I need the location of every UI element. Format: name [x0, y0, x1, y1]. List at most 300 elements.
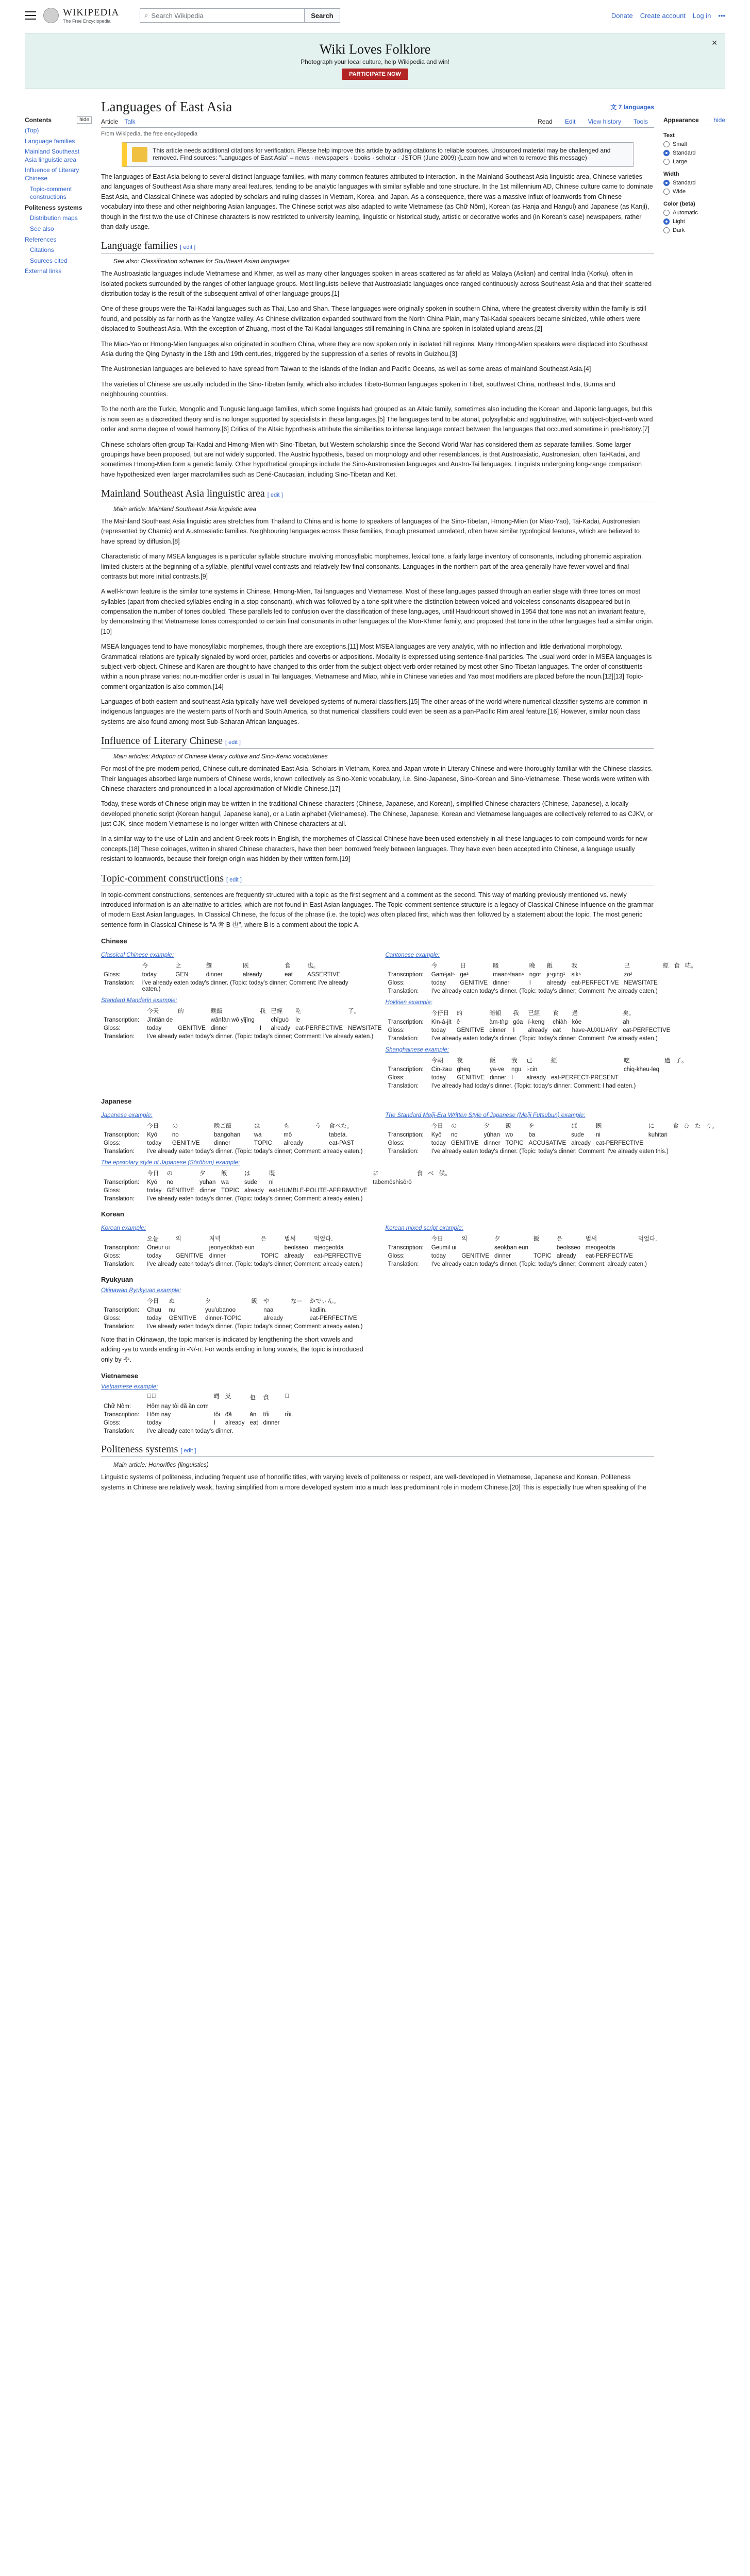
translation-row: [101, 1323, 365, 1331]
gloss-cell: NEWSITATE: [348, 1025, 382, 1031]
translation-row: [386, 1082, 690, 1090]
gloss-table: [386, 1233, 660, 1268]
tab-talk[interactable]: Talk: [124, 118, 136, 125]
gloss-cell: dinner: [209, 1253, 226, 1259]
radio-selected-icon: [663, 218, 670, 225]
gloss-cell: [288, 1314, 307, 1323]
gloss-cell: を: [528, 1123, 535, 1129]
gloss-cell: maan⁵faan⁶: [493, 972, 524, 978]
gloss-cell: ji⁵ging¹: [546, 972, 565, 978]
section-heading: Politeness systems [ edit ]: [101, 1444, 654, 1457]
search-input[interactable]: ⌕ Search Wikipedia: [140, 8, 305, 23]
gloss-cell: today: [431, 1140, 446, 1146]
okinawan-note: Note that in Okinawan, the topic marker is indicated by lengthening the short vowels and adding -ya to words ending in -N/-n. For words ending in long vowels, the topic is introduced only by や.: [101, 1336, 363, 1363]
gloss-cell: [248, 1314, 261, 1323]
example-title[interactable]: Standard Mandarin example:: [101, 997, 177, 1004]
search-form: [140, 8, 340, 23]
gloss-cell: TOPIC: [505, 1140, 524, 1146]
gloss-cell: sude: [571, 1132, 585, 1138]
example-title[interactable]: Korean example:: [101, 1225, 146, 1231]
example-block: [385, 1112, 718, 1156]
gloss-cell: ASSERTIVE: [307, 972, 341, 978]
translation-row: [386, 1035, 673, 1043]
gloss-cell: 今日: [431, 1236, 443, 1242]
gloss-cell: [345, 1016, 384, 1024]
example-title[interactable]: Shanghainese example:: [385, 1047, 449, 1053]
gloss-row: [101, 1139, 365, 1147]
tab-read[interactable]: Read: [538, 118, 553, 125]
gloss-cell: た: [694, 1123, 701, 1129]
gloss-cell: 吃: [295, 1008, 302, 1014]
gloss-cell: 日: [460, 963, 466, 969]
gloss-cell: today: [431, 1027, 446, 1033]
width-wide-option[interactable]: Wide: [663, 189, 725, 195]
gloss-cell: today: [431, 980, 446, 986]
gloss-cell: ah: [623, 1019, 630, 1025]
gloss-cell: 飯: [505, 1123, 512, 1129]
section-edit-link[interactable]: [ edit ]: [267, 492, 283, 498]
gloss-cell: have-AUXILIARY: [572, 1027, 618, 1033]
paragraph: The varieties of Chinese are usually included in the Sino-Tibetan family, which also includes Tibeto-Burman languages spoken in Tibet, southwest China, northeast India, Burma and neighbouring countries.: [101, 380, 615, 398]
gloss-label: Gloss:: [388, 1075, 405, 1081]
toc-item[interactable]: Distribution maps: [30, 214, 78, 222]
text-small-option[interactable]: Small: [663, 141, 725, 147]
gloss-cell: 既: [242, 963, 249, 969]
gloss-label: Translation:: [104, 980, 135, 986]
toc-item[interactable]: Topic-comment constructions: [30, 185, 72, 201]
subheading-vietnamese: Vietnamese: [101, 1372, 139, 1380]
gloss-cell: 經: [662, 963, 669, 969]
appearance-title: Appearance: [663, 116, 699, 124]
logo-tagline: The Free Encyclopedia: [63, 19, 111, 24]
gloss-table: [101, 1006, 384, 1041]
toc-item[interactable]: Influence of Literary Chinese: [25, 166, 79, 182]
gloss-row: [386, 1055, 690, 1065]
gloss-cell: Kyō: [431, 1132, 442, 1138]
example-title[interactable]: Korean mixed script example:: [385, 1225, 463, 1231]
gloss-cell: 已: [526, 1058, 532, 1064]
gloss-cell: [288, 1306, 307, 1314]
translation-text: I've already eaten today's dinner.: [147, 1428, 234, 1435]
gloss-cell: eat: [249, 1420, 258, 1427]
gloss-cell: dinner: [206, 972, 223, 978]
gloss-cell: 饌: [206, 963, 212, 969]
gloss-cell: already: [244, 1188, 264, 1194]
gloss-cell: í-keng: [528, 1019, 545, 1025]
gloss-cell: kadiin.: [309, 1307, 327, 1313]
gloss-cell: Geumil ui: [431, 1245, 457, 1251]
toc-item[interactable]: See also: [30, 225, 54, 232]
gloss-cell: ACCUSATIVE: [528, 1140, 566, 1146]
gloss-cell: tabemōshisōrō: [373, 1179, 412, 1185]
toc-item[interactable]: Citations: [30, 246, 54, 254]
toc-item[interactable]: Language families: [25, 137, 75, 145]
gloss-cell: eat-PERFECTIVE: [571, 980, 619, 986]
gloss-cell: I: [213, 1420, 215, 1427]
gloss-cell: 暗頓: [489, 1010, 502, 1016]
gloss-cell: 夕: [494, 1236, 501, 1242]
gloss-cell: eat-PERFECTIVE: [595, 1140, 643, 1146]
gloss-cell: 矣。: [623, 1010, 635, 1016]
gloss-cell: eat-PERFECT-PRESENT: [551, 1075, 619, 1081]
appearance-panel: [663, 99, 725, 1498]
gloss-label: Transcription:: [104, 1017, 140, 1023]
paragraph: One of these groups were the Tai-Kadai languages such as Thai, Lao and Shan. These languages were originally spoken in southern China, where the greatest diversity within the family is still found, and possibly as far north as the Yangtze valley. As Chinese civilization expanded southward from the North China Plain, many Tai-Kadai speakers became sinicized, while others were displaced to Southeast Asia. With the exception of Zhuang, most of the Tai-Kadai languages still remaining in China are spoken in isolated upland areas.[2]: [101, 305, 646, 333]
paragraph: A well-known feature is the similar tone systems in Chinese, Hmong-Mien, Tai languages and Vietnamese. Most of these languages passed through an earlier stage with three tones on most syllables (apart from checked syllables ending in a stop consonant), which was followed by a tone split where the distinction between voiced and voiceless consonants disappeared but in compensation the number of tones doubled. These parallels led to confusion over the classification of these languages, until Haudricourt showed in 1954 that tone was not an invariant feature, by demonstrating that Vietnamese tones corresponded to certain final consonants in other languages of the Mon-Khmer family, and proposed that tone in the other languages had a similar origin.[10]: [101, 588, 654, 635]
gloss-cell: 今日: [147, 1123, 159, 1129]
gloss-label: [101, 1296, 144, 1306]
gloss-cell: dinner-TOPIC: [205, 1315, 242, 1321]
gloss-cell: 今日: [147, 1298, 159, 1304]
tab-article[interactable]: Article: [101, 118, 119, 125]
radio-icon: [663, 210, 670, 216]
gloss-cell: も: [284, 1123, 290, 1129]
appearance-hide-button[interactable]: hide: [713, 116, 725, 124]
translation-row: [101, 1260, 365, 1268]
gloss-cell: 今仔日: [431, 1010, 449, 1016]
gloss-row: [386, 1244, 660, 1252]
citation-notice: This article needs additional citations for verification. Please help improve this article by adding citations to reliable sources. Unsourced material may be challenged and removed. Find sources: "Languages of East Asia" – news · newspapers · books · scholar · JSTOR (June 2009) (Learn how and when to remove this message): [122, 142, 634, 167]
gloss-cell: tôi: [213, 1412, 220, 1418]
gloss-cell: 오늘: [147, 1236, 159, 1242]
gloss-row: [386, 979, 699, 987]
gloss-cell: り。: [706, 1123, 718, 1129]
gloss-label: Transcription:: [104, 1179, 140, 1185]
page-tabs: [101, 118, 654, 128]
globe-icon: [43, 8, 59, 23]
donate-link[interactable]: Donate: [611, 11, 633, 20]
section-heading: Language families [ edit ]: [101, 240, 654, 253]
tab-history[interactable]: View history: [588, 118, 621, 125]
example-title[interactable]: Hokkien example:: [385, 999, 432, 1006]
translation-text: I've already eaten today's dinner. (Topic: today's dinner; Comment: I've already eaten this.): [431, 1148, 669, 1155]
gloss-cell: i-cin: [526, 1066, 538, 1073]
gloss-row: [101, 1006, 384, 1016]
translation-text: I've already eaten today's dinner. (Topic: today's dinner; Comment: I've already eaten.): [142, 980, 348, 992]
gloss-cell: beolsseo: [556, 1245, 580, 1251]
example-block: [101, 1287, 654, 1331]
gloss-label: Gloss:: [104, 1140, 121, 1146]
gloss-cell: 今天: [147, 1008, 159, 1014]
gloss-cell: 食: [263, 1395, 270, 1401]
gloss-label: Gloss:: [388, 1027, 405, 1033]
radio-selected-icon: [663, 180, 670, 186]
gloss-cell: ăn: [249, 1412, 257, 1418]
gloss-label: Translation:: [104, 1148, 135, 1155]
section-edit-link[interactable]: [ edit ]: [225, 739, 241, 746]
gloss-cell: àm-tǹg: [489, 1019, 508, 1025]
gloss-cell: wǎnfàn wǒ yǐjīng: [210, 1017, 255, 1023]
main-article-note[interactable]: Main articles: Adoption of Chinese literary culture and Sino-Xenic vocabularies: [113, 753, 328, 760]
gloss-cell: は: [244, 1171, 251, 1177]
gloss-cell: 了。: [348, 1008, 360, 1014]
gloss-cell: GENITIVE: [460, 980, 488, 986]
gloss-row: [386, 1065, 690, 1074]
gloss-cell: 𣈜: [213, 1394, 220, 1400]
gloss-cell: NEWSITATE: [624, 980, 658, 986]
gloss-cell: 夜: [457, 1058, 463, 1064]
gloss-cell: eat-HUMBLE-POLITE-AFFIRMATIVE: [269, 1188, 368, 1194]
gloss-cell: [312, 1131, 326, 1139]
main-article-note[interactable]: Main article: Honorifics (linguistics): [113, 1461, 209, 1469]
example-title[interactable]: Classical Chinese example:: [101, 952, 174, 958]
gloss-cell: 已經: [528, 1010, 540, 1016]
gloss-cell: 夕: [484, 1123, 490, 1129]
example-title[interactable]: Cantonese example:: [385, 952, 440, 958]
gloss-cell: already: [528, 1027, 548, 1033]
gloss-cell: today: [431, 1253, 446, 1259]
gloss-cell: ngo⁵: [529, 972, 542, 978]
gloss-cell: 晚: [529, 963, 536, 969]
gloss-cell: already: [242, 972, 262, 978]
gloss-cell: ê: [456, 1019, 460, 1025]
color-light-option[interactable]: Light: [663, 218, 725, 225]
color-automatic-option[interactable]: Automatic: [663, 210, 725, 216]
section-edit-link[interactable]: [ edit ]: [180, 1448, 196, 1454]
translation-row: [386, 1260, 660, 1268]
gloss-cell: 候。: [439, 1171, 451, 1177]
paragraph: Chinese scholars often group Tai-Kadai and Hmong-Mien with Sino-Tibetan, but Western scholarship since the Second World War has considered them as separate families. Some larger groupings have been proposed, but are not widely supported. The Austric hypothesis, based on morphology and other resemblances, is that Austroasiatic, Austronesian, often Tai-Kadai, and sometimes Hmong-Mien form a genetic family. Other hypothetical groupings include the Sino-Austronesian languages and Austro-Tai languages. Linguists undergoing long-range comparison have hypothesized even larger macrofamilies such as Dené-Caucasian, including Sino-Tibetan and Ket.: [101, 440, 642, 478]
gloss-cell: 我: [571, 963, 577, 969]
gloss-row: [101, 1131, 365, 1139]
gloss-label: Translation:: [388, 1148, 419, 1155]
gloss-cell: [175, 1016, 208, 1024]
example-block: [101, 1384, 654, 1435]
paragraph: For most of the pre-modern period, Chinese culture dominated East Asia. Scholars in Vietnam, Korea and Japan wrote in Literary Chinese and were thoroughly familiar with the Chinese classics. Their languages absorbed large numbers of Chinese words, known collectively as Sino-Xenic vocabulary, i.e. Sino-Japanese, Sino-Korean and Sino-Vietnamese. These words were written with Chinese characters and pronounced in a local approximation of Middle Chinese.[17]: [101, 765, 653, 792]
translation-text: I've already eaten today's dinner. (Topic: today's dinner; Comment: I've already eaten.): [147, 1033, 374, 1040]
gloss-cell: already: [284, 1140, 303, 1146]
gloss-cell: 食: [553, 1010, 559, 1016]
toc-item[interactable]: Politeness systems: [25, 204, 82, 211]
radio-icon: [663, 227, 670, 233]
gloss-cell: I: [513, 1027, 515, 1033]
gloss-cell: 飯: [533, 1236, 540, 1242]
gloss-cell: today: [431, 1075, 446, 1081]
see-also-note[interactable]: See also: Classification schemes for Southeast Asian languages: [113, 258, 290, 265]
gloss-cell: Kyō: [147, 1132, 158, 1138]
gloss-label: [386, 1233, 429, 1244]
translation-text: I've already eaten today's dinner. (Topic: today's dinner; Comment: already eaten.): [431, 1261, 647, 1267]
paragraph: Characteristic of many MSEA languages is a particular syllable structure involving monosyllabic morphemes, lexical tone, a fairly large inventory of consonants, including phonemic aspiration, limited clusters at the beginning of a syllable, plentiful vowel contrasts and relatively few final consonants. Languages in the northern part of the area generally have fewer vowel and final contrasts but more initial contrasts.[9]: [101, 553, 643, 580]
gloss-label: [101, 1168, 144, 1178]
gloss-cell: 飯: [221, 1171, 227, 1177]
gloss-cell: dinner: [213, 1140, 230, 1146]
gloss-label: Translation:: [388, 1036, 419, 1042]
gloss-cell: no: [172, 1132, 179, 1138]
gloss-cell: ya-ve: [490, 1066, 505, 1073]
gloss-row: [101, 1402, 295, 1411]
gloss-cell: 晚飯: [210, 1008, 223, 1014]
gloss-row: [101, 1392, 295, 1402]
gloss-cell: 食べた。: [329, 1123, 353, 1129]
paragraph: The Miao-Yao or Hmong-Mien languages also originated in southern China, where they are now spoken only in isolated hill regions. Many Hmong-Mien speakers were displaced into Southeast Asia during the Qing Dynasty in the 18th and 19th centuries, triggered by the suppression of a series of revolts in Guizhou.[3]: [101, 340, 648, 358]
gloss-cell: 晩ご飯: [213, 1123, 232, 1129]
main-article-note[interactable]: Main article: Mainland Southeast Asia linguistic area: [113, 505, 257, 513]
gloss-table: [101, 1392, 295, 1435]
toc-item[interactable]: Mainland Southeast Asia linguistic area: [25, 148, 80, 163]
language-selector[interactable]: 文 7 languages: [610, 104, 654, 111]
gloss-cell: 過: [572, 1010, 578, 1016]
gloss-cell: chīguò: [271, 1017, 289, 1023]
tagline: From Wikipedia, the free encyclopedia: [101, 131, 198, 137]
toc-item[interactable]: External links: [25, 267, 62, 275]
example-block: [386, 1225, 655, 1268]
gloss-label: [386, 1008, 429, 1018]
gloss-label: [101, 1392, 144, 1402]
login-link[interactable]: Log in: [692, 11, 711, 20]
toc-hide-button[interactable]: hide: [77, 116, 92, 124]
paragraph: The Austronesian languages are believed to have spread from Taiwan to the islands of the Indian and Pacific Oceans, as well as some areas of mainland Southeast Asia.[4]: [101, 365, 591, 373]
gloss-label: Translation:: [388, 988, 419, 994]
gloss-cell: TOPIC: [260, 1253, 279, 1259]
gloss-cell: GENITIVE: [461, 1253, 490, 1259]
gloss-row: [101, 1016, 384, 1024]
gloss-cell: [257, 1016, 269, 1024]
gloss-cell: eat-PERFECTIVE: [295, 1025, 343, 1031]
gloss-row: [101, 1296, 365, 1306]
gloss-cell: 의: [175, 1236, 181, 1242]
gloss-label: [101, 1006, 144, 1016]
site-header: [0, 0, 750, 31]
gloss-cell: ば: [571, 1123, 577, 1129]
paragraph: Linguistic systems of politeness, including frequent use of honorific titles, with varying levels of politeness or respect, are well-developed in Vietnamese, Japanese and Korean. Politeness systems in Chinese are relatively weak, having simplified from a more developed system into a much less predominant role in modern Chinese.[20] This is especially true when speaking of the: [101, 1473, 646, 1491]
example-title[interactable]: The Standard Meiji-Era Written Style of Japanese (Meiji Futsūbun) example:: [385, 1112, 586, 1118]
gloss-cell: meogeotda: [314, 1245, 344, 1251]
subheading-japanese: Japanese: [101, 1097, 132, 1105]
gloss-cell: 의: [461, 1236, 468, 1242]
gloss-cell: yūhan: [199, 1179, 216, 1185]
section-heading: Topic-comment constructions [ edit ]: [101, 873, 654, 886]
gloss-cell: yuu'ubanoo: [205, 1307, 236, 1313]
banner-subtitle: Photograph your local culture, help Wikipedia and win!: [301, 58, 449, 65]
gloss-cell: 今朝: [431, 1058, 443, 1064]
gloss-label: Gloss:: [104, 1315, 121, 1321]
gloss-cell: bangohan: [213, 1132, 241, 1138]
gloss-label: Gloss:: [104, 1420, 121, 1427]
gloss-cell: already: [263, 1315, 283, 1321]
text-standard-option[interactable]: Standard: [663, 150, 725, 156]
gloss-label: Translation:: [104, 1196, 135, 1202]
paragraph: MSEA languages tend to have monosyllabic morphemes, though there are exceptions.[11] Most MSEA languages are very analytic, with no inflection and little derivational morphology. Grammatical relations are typically signaled by word order, particles and coverbs or adpositions. Modality is expressed using sentence-final particles. The usual word order in MSEA languages is subject-verb-object. Chinese and Karen are thought to have changed to this order from the subject-object-verb order retained by most other Sino-Tibetan languages. The order of constituents within a noun phrase varies: noun-modifier order is usual in Tai languages, Vietnamese and Miao, while in Chinese varieties and Yao most modifiers are placed before the noun.[12][13] Topic-comment organization is also common.[14]: [101, 643, 652, 690]
gloss-cell: 먹었다.: [314, 1236, 333, 1242]
example-title[interactable]: Okinawan Ryukyuan example:: [101, 1287, 181, 1294]
gloss-cell: eat: [553, 1027, 561, 1033]
example-title[interactable]: Japanese example:: [101, 1112, 153, 1118]
gloss-cell: なー: [290, 1298, 303, 1304]
toc-item[interactable]: (Top): [25, 127, 39, 134]
gloss-cell: GENITIVE: [457, 1075, 485, 1081]
paragraph: In topic-comment constructions, sentences are frequently structured with a topic as the first segment and a comment as the second. This way of marking previously mentioned vs. newly introduced information is an alternative to articles, which are not found in East Asian languages. The Topic-comment sentence structure is a legacy of Classical Chinese influence on the grammar of modern East Asian languages. In Classical Chinese, the focus of the phrase (i.e. the topic) was often placed first, which was then followed by a statement about the topic. The most generic sentence form in Classical Chinese is "A 者 B 也", where B is a comment about the topic A.: [101, 891, 654, 928]
gloss-cell: today: [147, 1253, 162, 1259]
gloss-cell: beolsseo: [284, 1245, 308, 1251]
create-account-link[interactable]: Create account: [640, 11, 686, 20]
section-edit-link[interactable]: [ edit ]: [226, 876, 242, 883]
gloss-cell: や: [263, 1298, 270, 1304]
gloss-cell: 今: [142, 963, 148, 969]
gloss-cell: no: [451, 1132, 458, 1138]
page-title: Languages of East Asia 文 7 languages: [101, 99, 654, 114]
color-dark-option[interactable]: Dark: [663, 227, 725, 233]
gloss-cell: 𠬠: [225, 1394, 231, 1400]
gloss-cell: 飯: [546, 963, 553, 969]
more-menu-icon[interactable]: •••: [718, 11, 725, 20]
gloss-cell: [173, 1244, 207, 1252]
paragraph: In a similar way to the use of Latin and ancient Greek roots in English, the morphemes of Classical Chinese have been used extensively in all these languages to coin compound words for new concepts.[18] These coinages, written in shared Chinese characters, have then been borrowed freely between languages. They have even been accepted into Chinese, a language usually resistant to loanwords, because their foreign origin was hidden by their written form.[19]: [101, 835, 647, 863]
gloss-cell: 먹었다.: [638, 1236, 657, 1242]
tab-tools[interactable]: Tools: [633, 118, 648, 125]
intro-paragraph: The languages of East Asia belong to several distinct language families, with many common features attributed to interaction. In the Mainland Southeast Asia linguistic area, Chinese varieties and languages of Southeast Asia share many areal features, tending to be analytic languages with similar syllable and tone structure. In the 1st millennium AD, Chinese culture came to dominate East Asia, and Classical Chinese was adopted by scholars and ruling classes in Vietnam, Korea, and Japan. As a consequence, there was a massive influx of loanwords from Chinese vocabulary into these and other neighboring Asian languages. The Chinese script was also adapted to write Vietnamese (as Chữ Nôm), Korean (as Hanja and Hangul) and Japanese (as Kanji), though in the first two the use of Chinese characters is now restricted to university learning, linguistic or historical study, artistic or decorative works and (in Korean's case) newspapers, rather than daily usage.: [101, 173, 653, 230]
gloss-cell: dinner: [484, 1140, 501, 1146]
gloss-row: [101, 1121, 365, 1131]
example-title[interactable]: Vietnamese example:: [101, 1384, 158, 1391]
translation-text: I've already eaten today's dinner. (Topic: today's dinner; Comment: I've already eaten.): [431, 1036, 658, 1042]
gloss-cell: 飯: [251, 1298, 257, 1304]
gloss-cell: ぬ: [169, 1298, 175, 1304]
gloss-cell: ひ: [684, 1123, 690, 1129]
gloss-cell: góa: [513, 1019, 523, 1025]
gloss-cell: 的: [178, 1008, 184, 1014]
toc-item[interactable]: References: [25, 235, 57, 243]
width-standard-option[interactable]: Standard: [663, 180, 725, 186]
gloss-cell: yūhan: [484, 1132, 500, 1138]
gloss-table: [386, 1008, 673, 1043]
gloss-cell: GENITIVE: [169, 1315, 197, 1321]
gloss-cell: 咗。: [685, 963, 697, 969]
text-large-option[interactable]: Large: [663, 159, 725, 165]
gloss-cell: Kyō: [147, 1179, 158, 1185]
gloss-cell: べ: [428, 1171, 434, 1177]
toc-item[interactable]: Sources cited: [30, 257, 68, 264]
gloss-cell: の: [451, 1123, 457, 1129]
gloss-label: Gloss:: [104, 1025, 121, 1031]
gloss-cell: GENITIVE: [451, 1140, 479, 1146]
gloss-cell: TOPIC: [254, 1140, 272, 1146]
example-title[interactable]: The epistolary style of Japanese (Sōrōbun) example:: [101, 1160, 240, 1166]
subheading-chinese: Chinese: [101, 937, 127, 945]
gloss-cell: GENITIVE: [178, 1025, 206, 1031]
participate-button[interactable]: PARTICIPATE NOW: [342, 69, 408, 80]
translation-row: [386, 987, 699, 995]
gloss-cell: dinner: [490, 1075, 507, 1081]
gloss-row: [101, 1233, 365, 1244]
close-icon[interactable]: ✕: [711, 39, 718, 47]
gloss-cell: 過: [664, 1058, 671, 1064]
main-menu-icon[interactable]: [25, 11, 36, 20]
gloss-cell: already: [225, 1420, 245, 1427]
gloss-cell: [459, 1244, 492, 1252]
translation-text: I've already eaten today's dinner. (Topic: today's dinner; Comment: already eaten.): [147, 1196, 363, 1202]
gloss-cell: today: [147, 1420, 162, 1427]
gloss-cell: eat-PERFECTIVE: [585, 1253, 633, 1259]
gloss-cell: today: [147, 1188, 162, 1194]
gloss-cell: 今: [431, 963, 438, 969]
gloss-cell: already: [284, 1253, 304, 1259]
gloss-cell: に: [373, 1171, 379, 1177]
gloss-cell: ni: [595, 1132, 601, 1138]
wikipedia-logo[interactable]: [43, 7, 119, 24]
gloss-label: Transcription:: [104, 1245, 140, 1251]
gloss-cell: already: [526, 1075, 546, 1081]
example-block: [101, 952, 370, 993]
gloss-cell: Hôm nay: [147, 1412, 171, 1418]
gloss-cell: eat-PAST: [329, 1140, 355, 1146]
gloss-cell: 食: [674, 963, 680, 969]
section-edit-link[interactable]: [ edit ]: [180, 244, 196, 251]
gloss-cell: は: [254, 1123, 260, 1129]
search-button[interactable]: Search: [305, 8, 340, 23]
tab-edit[interactable]: Edit: [564, 118, 576, 125]
gloss-row: [386, 1008, 673, 1018]
